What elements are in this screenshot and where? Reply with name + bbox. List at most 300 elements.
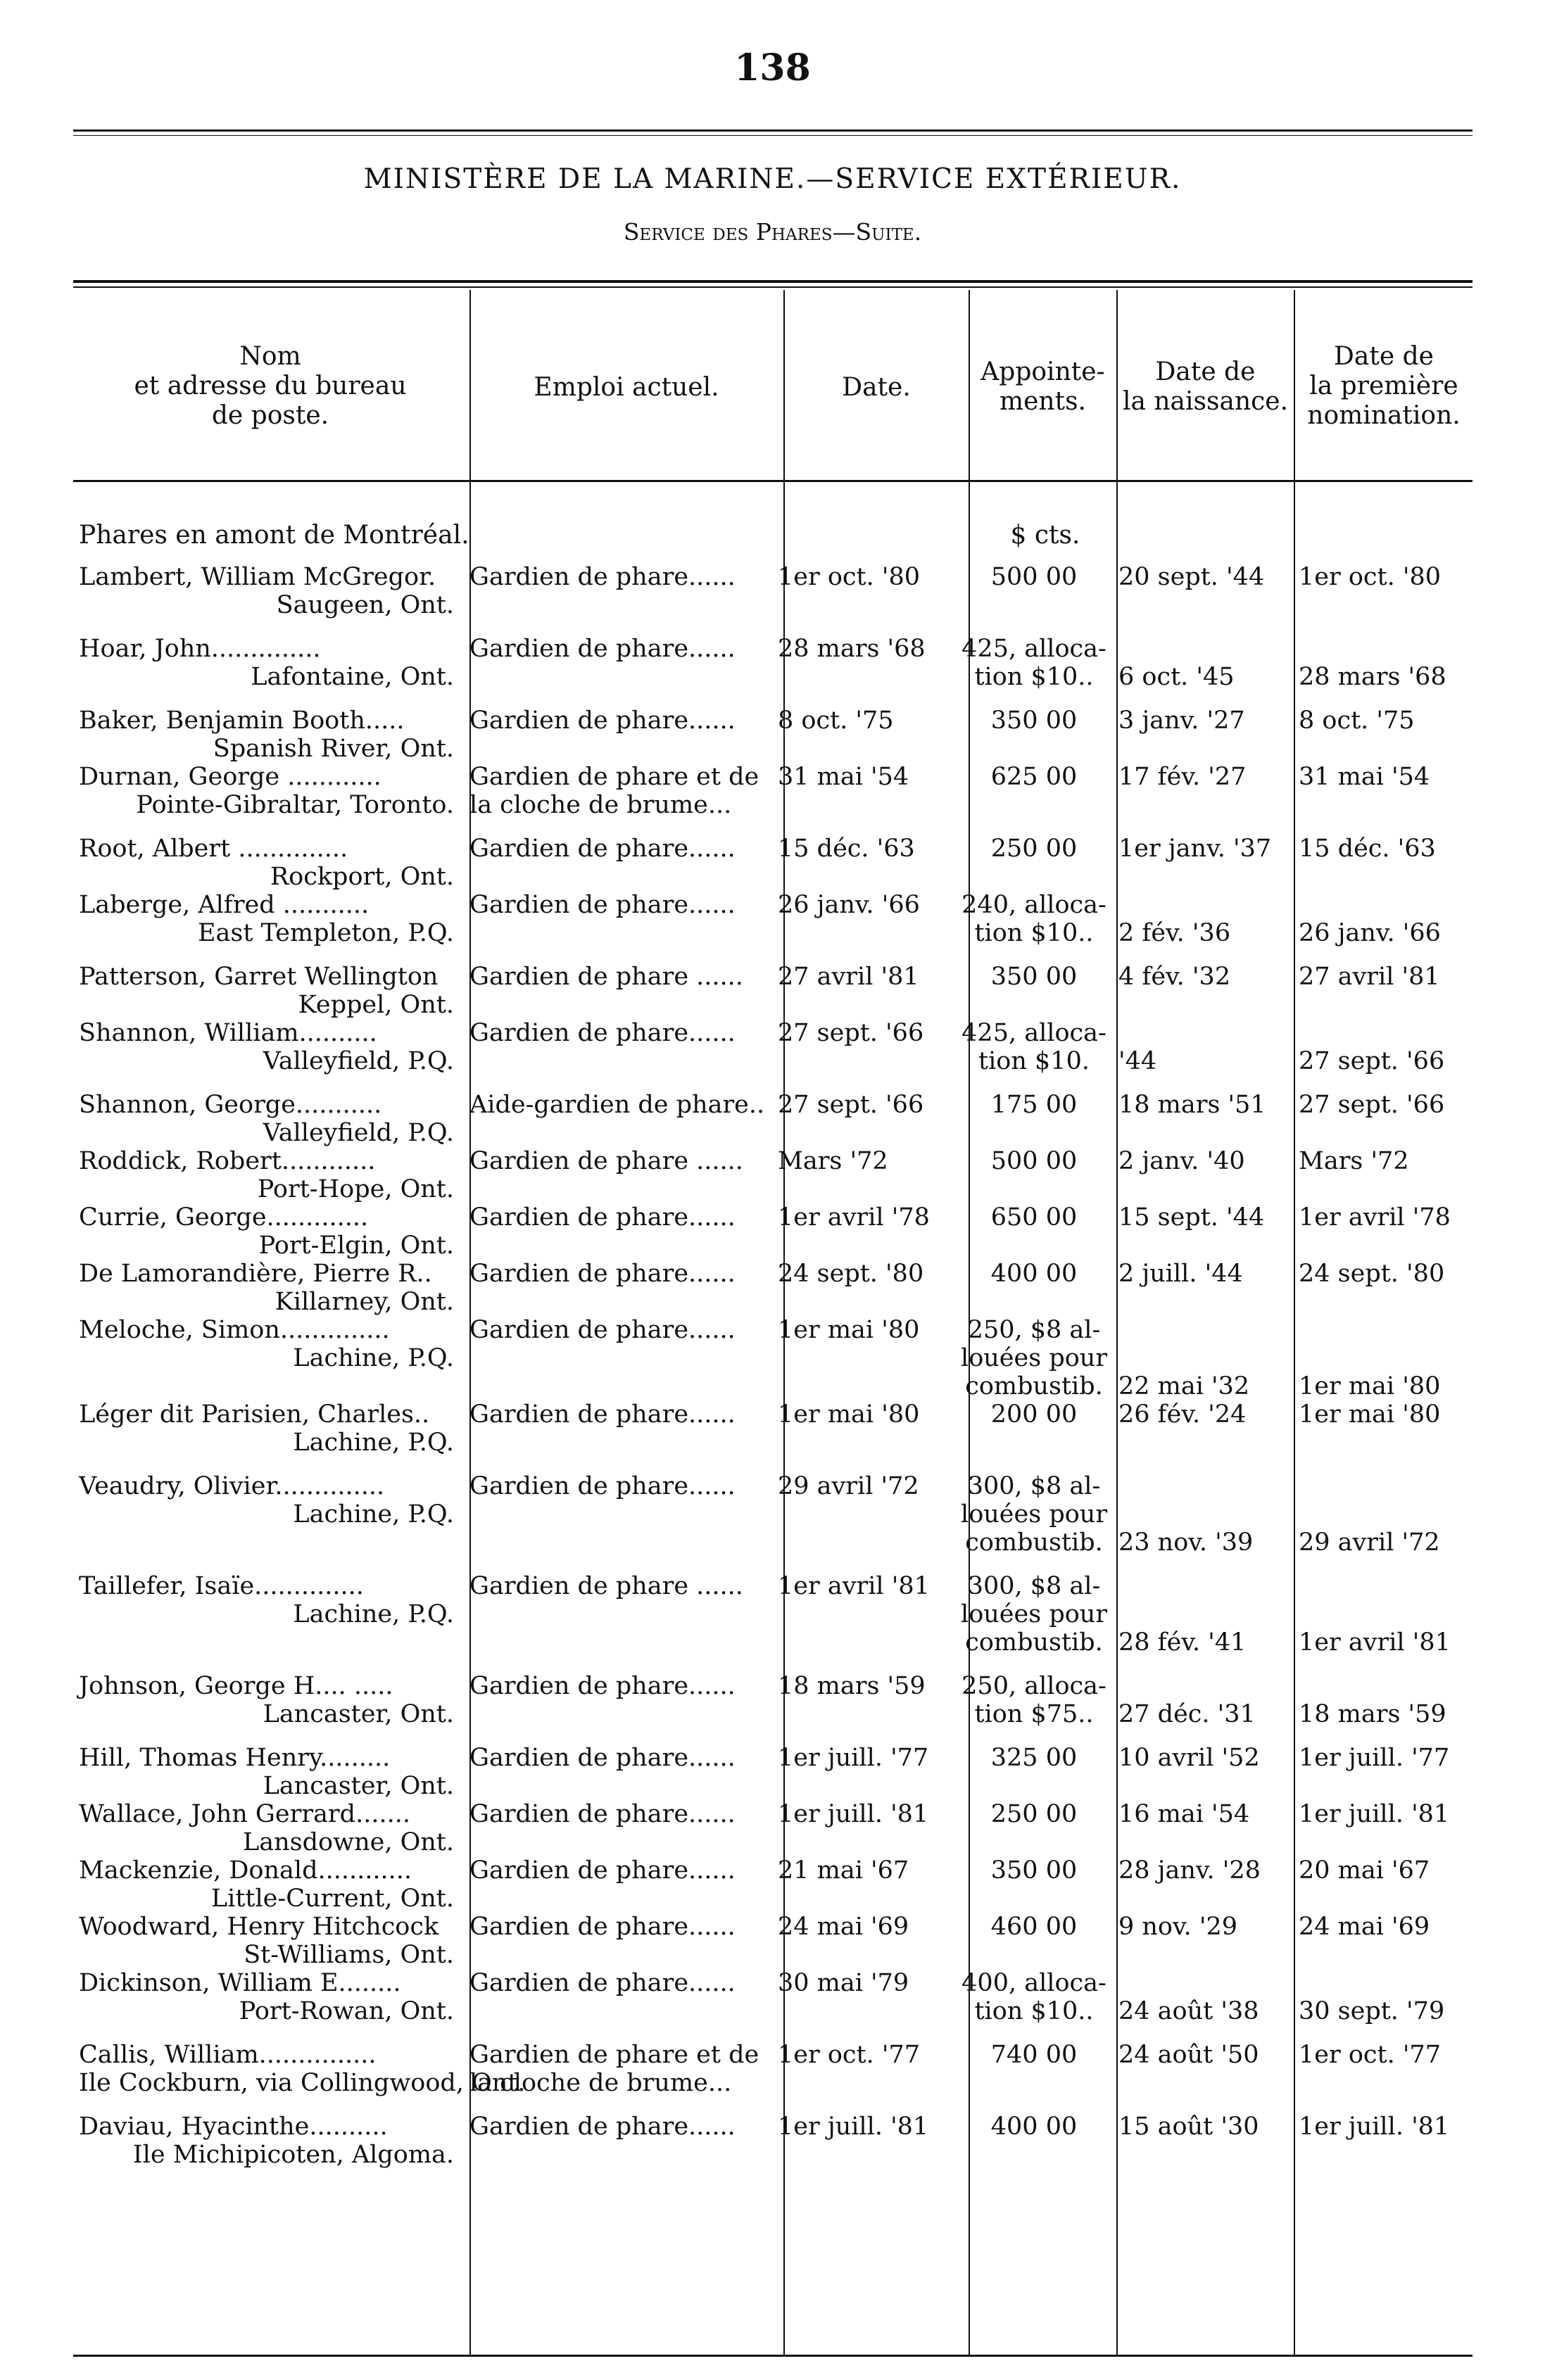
birth-date: 22 mai '32 — [1118, 1372, 1250, 1400]
keeper-cell — [73, 707, 464, 763]
salary-line: 500 00 — [990, 563, 1078, 591]
post-office-address: Lachine, P.Q. — [293, 1344, 454, 1372]
col-header-name — [73, 342, 467, 431]
table-row — [73, 1913, 1473, 1969]
first-nomination-date: 1er mai '80 — [1299, 1400, 1441, 1429]
salary-cell — [955, 1091, 1113, 1147]
birth-date-cell — [1113, 2041, 1293, 2113]
col-header-name-line: Nom — [239, 342, 301, 371]
first-nomination-cell — [1293, 2113, 1473, 2169]
salary-line: tion $75.. — [974, 1700, 1094, 1728]
spacer — [1299, 1500, 1467, 1528]
birth-date-cell — [1113, 835, 1293, 891]
first-nomination-cell — [1293, 1800, 1473, 1856]
job-cell — [464, 1400, 772, 1472]
keeper-name: Currie, George............. — [79, 1203, 369, 1232]
salary-cell — [955, 1969, 1113, 2041]
job-cell — [464, 707, 772, 763]
birth-date: 6 oct. '45 — [1118, 663, 1235, 691]
table-row — [73, 835, 1473, 891]
post-office-address: Lachine, P.Q. — [293, 1600, 454, 1628]
post-office-address: Ile Cockburn, via Collingwood, Ont. — [79, 2069, 526, 2097]
post-office-address: Ile Michipicoten, Algoma. — [132, 2141, 454, 2169]
salary-cell — [955, 1856, 1113, 1913]
spacer — [1118, 1500, 1287, 1528]
first-nomination-date: 1er juill. '77 — [1299, 1744, 1450, 1772]
job-title: Gardien de phare ...... — [469, 1147, 743, 1175]
keeper-name: De Lamorandière, Pierre R.. — [79, 1260, 432, 1288]
job-cell — [464, 1203, 772, 1260]
keeper-cell — [73, 1744, 464, 1800]
job-cell — [464, 1147, 772, 1203]
col-header-birth — [1118, 357, 1292, 417]
section-title: Phares en amont de Montréal. — [79, 521, 469, 550]
birth-date: 17 fév. '27 — [1118, 763, 1247, 791]
first-nomination-cell — [1293, 1316, 1473, 1400]
spacer — [1299, 1316, 1467, 1344]
salary-cell — [955, 635, 1113, 707]
keeper-cell — [73, 2041, 526, 2113]
keeper-cell — [73, 1856, 464, 1913]
birth-date-cell — [1113, 1260, 1293, 1316]
appointment-date: 29 avril '72 — [778, 1472, 919, 1500]
salary-line: 400, alloca- — [961, 1969, 1106, 1997]
post-office-address: Saugeen, Ont. — [276, 591, 454, 619]
salary-line: combustib. — [965, 1528, 1103, 1557]
table-row — [73, 1572, 1473, 1672]
keeper-name: Durnan, George ............ — [79, 763, 381, 791]
salary-line: 240, alloca- — [961, 891, 1106, 919]
keeper-name: Taillefer, Isaïe.............. — [79, 1572, 364, 1600]
appointment-date: 30 mai '79 — [778, 1969, 909, 1997]
appointment-date: 28 mars '68 — [778, 635, 926, 663]
keeper-name: Hoar, John.............. — [79, 635, 321, 663]
col-header-pay — [971, 357, 1115, 417]
keeper-cell — [73, 563, 464, 635]
col-header-job: Emploi actuel. — [534, 373, 719, 402]
spacer — [1299, 1019, 1467, 1047]
keeper-name: Roddick, Robert............ — [79, 1147, 376, 1175]
birth-date-cell — [1113, 963, 1293, 1019]
first-nomination-cell — [1293, 1400, 1473, 1472]
table-bottom-rule — [73, 2355, 1473, 2357]
table-row — [73, 1400, 1473, 1472]
salary-cell — [955, 1147, 1113, 1203]
post-office-address: Lansdowne, Ont. — [243, 1828, 454, 1856]
salary-line: 250 00 — [990, 835, 1078, 863]
salary-cell — [955, 1203, 1113, 1260]
post-office-address: Valleyfield, P.Q. — [263, 1119, 454, 1147]
keeper-cell — [73, 635, 464, 707]
birth-date: 23 nov. '39 — [1118, 1528, 1254, 1557]
table-row — [73, 1856, 1473, 1913]
appointment-date: 1er mai '80 — [778, 1316, 920, 1344]
birth-date: 27 déc. '31 — [1118, 1700, 1256, 1728]
first-nomination-date: 31 mai '54 — [1299, 763, 1430, 791]
salary-line: louées pour — [961, 1600, 1108, 1628]
salary-line: tion $10.. — [974, 919, 1094, 947]
birth-date: '44 — [1118, 1047, 1157, 1075]
spacer — [1118, 1672, 1287, 1700]
salary-cell — [955, 891, 1113, 963]
birth-date: 2 fév. '36 — [1118, 919, 1231, 947]
first-nomination-date: 24 mai '69 — [1299, 1913, 1430, 1941]
keeper-name: Lambert, William McGregor. — [79, 563, 436, 591]
first-nomination-cell — [1293, 2041, 1473, 2113]
job-title: Gardien de phare...... — [469, 1672, 736, 1700]
salary-line: louées pour — [961, 1500, 1108, 1528]
post-office-address: East Templeton, P.Q. — [198, 919, 454, 947]
first-nomination-cell — [1293, 635, 1473, 707]
salary-cell — [955, 1672, 1113, 1744]
birth-date-cell — [1113, 1969, 1293, 2041]
salary-line: 300, $8 al- — [967, 1472, 1101, 1500]
keeper-cell — [73, 1091, 464, 1147]
birth-date-cell — [1113, 891, 1293, 963]
salary-cell — [955, 1472, 1113, 1572]
job-title: Gardien de phare...... — [469, 1203, 736, 1232]
salary-line: tion $10.. — [974, 663, 1094, 691]
header-bottom-rule — [73, 480, 1473, 482]
appointment-date: 21 mai '67 — [778, 1856, 909, 1885]
birth-date: 15 août '30 — [1118, 2113, 1259, 2141]
job-title: Gardien de phare...... — [469, 1856, 736, 1885]
table-row — [73, 1019, 1473, 1091]
table-row — [73, 1316, 1473, 1400]
keeper-cell — [73, 963, 464, 1019]
table-body — [73, 563, 1473, 2169]
salary-line: 200 00 — [990, 1400, 1078, 1429]
post-office-address: Lachine, P.Q. — [293, 1429, 454, 1457]
first-nomination-date: 1er avril '78 — [1299, 1203, 1451, 1232]
job-title: Gardien de phare...... — [469, 835, 736, 863]
spacer — [1118, 1969, 1287, 1997]
birth-date: 28 fév. '41 — [1118, 1628, 1247, 1657]
job-title: Gardien de phare...... — [469, 891, 736, 919]
first-nomination-cell — [1293, 1913, 1473, 1969]
job-cell — [464, 763, 772, 835]
salary-line: 400 00 — [990, 1260, 1078, 1288]
post-office-address: Lancaster, Ont. — [263, 1772, 454, 1800]
table-row — [73, 891, 1473, 963]
first-nomination-date: 28 mars '68 — [1299, 663, 1446, 691]
table-row — [73, 1147, 1473, 1203]
keeper-cell — [73, 1316, 464, 1400]
table-row — [73, 635, 1473, 707]
spacer — [1299, 1600, 1467, 1628]
job-cell — [464, 2113, 772, 2169]
spacer — [1118, 1600, 1287, 1628]
table-row — [73, 1472, 1473, 1572]
spacer — [1118, 1316, 1287, 1344]
keeper-cell — [73, 1572, 464, 1672]
post-office-address: Port-Elgin, Ont. — [258, 1232, 454, 1260]
keeper-cell — [73, 1672, 464, 1744]
col-header-name-line: de poste. — [211, 401, 329, 430]
keeper-name: Hill, Thomas Henry......... — [79, 1744, 391, 1772]
spacer — [1118, 1572, 1287, 1600]
page-subheading: Service des Phares—Suite. — [623, 218, 922, 246]
job-cell — [464, 635, 772, 707]
col-header-first — [1296, 342, 1472, 431]
keeper-name: Mackenzie, Donald............ — [79, 1856, 412, 1885]
first-nomination-date: 27 sept. '66 — [1299, 1047, 1445, 1075]
birth-date: 9 nov. '29 — [1118, 1913, 1238, 1941]
first-nomination-date: 30 sept. '79 — [1299, 1997, 1445, 2025]
page-heading: MINISTÈRE DE LA MARINE.—SERVICE EXTÉRIEUR. — [363, 163, 1182, 195]
salary-line: combustib. — [965, 1628, 1103, 1657]
appointment-date: 27 sept. '66 — [778, 1019, 924, 1047]
table-row — [73, 1260, 1473, 1316]
birth-date-cell — [1113, 1019, 1293, 1091]
spacer — [1118, 635, 1287, 663]
currency-label: $ cts. — [1010, 521, 1080, 550]
keeper-name: Patterson, Garret Wellington — [79, 963, 439, 991]
first-nomination-date: 27 sept. '66 — [1299, 1091, 1445, 1119]
job-cell — [464, 835, 772, 891]
spacer — [1118, 1472, 1287, 1500]
birth-date: 24 août '50 — [1118, 2041, 1259, 2069]
job-title: Gardien de phare...... — [469, 1744, 736, 1772]
keeper-cell — [73, 1913, 464, 1969]
job-cell — [464, 1019, 772, 1091]
keeper-name: Root, Albert .............. — [79, 835, 348, 863]
birth-date-cell — [1113, 1572, 1293, 1672]
appointment-date: 27 avril '81 — [778, 963, 919, 991]
first-nomination-date: 26 janv. '66 — [1299, 919, 1441, 947]
post-office-address: Valleyfield, P.Q. — [263, 1047, 454, 1075]
col-header-first-line: la première — [1309, 372, 1458, 400]
first-nomination-date: Mars '72 — [1299, 1147, 1409, 1175]
appointment-date: 1er juill. '77 — [778, 1744, 929, 1772]
birth-date-cell — [1113, 763, 1293, 835]
job-title: la cloche de brume... — [469, 791, 732, 819]
birth-date-cell — [1113, 1856, 1293, 1913]
appointment-date: 15 déc. '63 — [778, 835, 915, 863]
job-title: Gardien de phare...... — [469, 1260, 736, 1288]
job-title: Gardien de phare...... — [469, 1316, 736, 1344]
appointment-date: 27 sept. '66 — [778, 1091, 924, 1119]
appointment-date: 1er juill. '81 — [778, 1800, 929, 1828]
keeper-cell — [73, 1019, 464, 1091]
job-title: Gardien de phare...... — [469, 563, 736, 591]
spacer — [1118, 1344, 1287, 1372]
salary-cell — [955, 763, 1113, 835]
first-nomination-date: 29 avril '72 — [1299, 1528, 1440, 1557]
spacer — [1118, 1019, 1287, 1047]
spacer — [1299, 635, 1467, 663]
job-cell — [464, 1472, 772, 1572]
col-header-birth-line: la naissance. — [1122, 387, 1289, 416]
first-nomination-cell — [1293, 1672, 1473, 1744]
table-row — [73, 1091, 1473, 1147]
col-header-pay-line: Appointe- — [980, 357, 1105, 386]
keeper-name: Léger dit Parisien, Charles.. — [79, 1400, 430, 1429]
birth-date: 15 sept. '44 — [1118, 1203, 1265, 1232]
spacer — [1299, 1344, 1467, 1372]
keeper-name: Shannon, William.......... — [79, 1019, 377, 1047]
birth-date-cell — [1113, 1203, 1293, 1260]
keeper-name: Laberge, Alfred ........... — [79, 891, 370, 919]
job-title: Gardien de phare...... — [469, 1800, 736, 1828]
keeper-name: Callis, William............... — [79, 2041, 377, 2069]
birth-date: 3 janv. '27 — [1118, 707, 1245, 735]
table-row — [73, 763, 1473, 835]
salary-cell — [955, 2113, 1113, 2169]
first-nomination-cell — [1293, 1019, 1473, 1091]
salary-line: 425, alloca- — [961, 635, 1106, 663]
post-office-address: Port-Rowan, Ont. — [239, 1997, 454, 2025]
salary-line: 500 00 — [990, 1147, 1078, 1175]
table-row — [73, 963, 1473, 1019]
job-title: Gardien de phare...... — [469, 1969, 736, 1997]
birth-date-cell — [1113, 707, 1293, 763]
birth-date: 24 août '38 — [1118, 1997, 1259, 2025]
appointment-date: Mars '72 — [778, 1147, 888, 1175]
salary-line: 460 00 — [990, 1913, 1078, 1941]
job-cell — [464, 1672, 772, 1744]
salary-cell — [955, 707, 1113, 763]
birth-date: 20 sept. '44 — [1118, 563, 1265, 591]
birth-date-cell — [1113, 1472, 1293, 1572]
salary-line: 740 00 — [990, 2041, 1078, 2069]
post-office-address: Lafontaine, Ont. — [251, 663, 454, 691]
first-nomination-cell — [1293, 563, 1473, 635]
keeper-name: Woodward, Henry Hitchcock — [79, 1913, 439, 1941]
job-cell — [464, 1260, 772, 1316]
job-title: Gardien de phare ...... — [469, 1572, 743, 1600]
keeper-cell — [73, 2113, 464, 2169]
salary-line: 350 00 — [990, 963, 1078, 991]
birth-date-cell — [1113, 1744, 1293, 1800]
keeper-cell — [73, 891, 464, 963]
spacer — [1299, 1472, 1467, 1500]
salary-line: 175 00 — [990, 1091, 1078, 1119]
appointment-date: 24 mai '69 — [778, 1913, 909, 1941]
keeper-name: Veaudry, Olivier.............. — [79, 1472, 385, 1500]
salary-line: 350 00 — [990, 1856, 1078, 1885]
birth-date-cell — [1113, 1672, 1293, 1744]
job-cell — [464, 891, 772, 963]
salary-cell — [955, 1572, 1113, 1672]
first-nomination-cell — [1293, 1856, 1473, 1913]
job-cell — [464, 1969, 772, 2041]
post-office-address: St-Williams, Ont. — [244, 1941, 454, 1969]
job-cell — [464, 1913, 772, 1969]
keeper-cell — [73, 1472, 464, 1572]
keeper-name: Meloche, Simon.............. — [79, 1316, 390, 1344]
job-title: Gardien de phare...... — [469, 2113, 736, 2141]
keeper-name: Baker, Benjamin Booth..... — [79, 707, 405, 735]
salary-cell — [955, 1019, 1113, 1091]
col-header-name-line: et adresse du bureau — [134, 372, 407, 400]
first-nomination-cell — [1293, 1572, 1473, 1672]
appointment-date: 1er oct. '80 — [778, 563, 920, 591]
job-title: la cloche de brume... — [469, 2069, 732, 2097]
spacer — [1299, 1969, 1467, 1997]
job-cell — [464, 2041, 772, 2113]
first-nomination-date: 15 déc. '63 — [1299, 835, 1436, 863]
first-nomination-cell — [1293, 763, 1473, 835]
table-top-rule — [73, 280, 1473, 288]
salary-cell — [955, 1800, 1113, 1856]
keeper-cell — [73, 1969, 464, 2041]
keeper-cell — [73, 1260, 464, 1316]
first-nomination-date: 24 sept. '80 — [1299, 1260, 1445, 1288]
salary-line: 625 00 — [990, 763, 1078, 791]
salary-cell — [955, 835, 1113, 891]
appointment-date: 1er oct. '77 — [778, 2041, 920, 2069]
keeper-cell — [73, 835, 464, 891]
birth-date: 4 fév. '32 — [1118, 963, 1231, 991]
table-row — [73, 707, 1473, 763]
appointment-date: 31 mai '54 — [778, 763, 909, 791]
job-title: Gardien de phare...... — [469, 1472, 736, 1500]
keepers-table — [73, 563, 1473, 2169]
first-nomination-date: 1er avril '81 — [1299, 1628, 1451, 1657]
first-nomination-cell — [1293, 891, 1473, 963]
job-cell — [464, 963, 772, 1019]
appointment-date: 1er juill. '81 — [778, 2113, 929, 2141]
salary-line: 400 00 — [990, 2113, 1078, 2141]
salary-line: combustib. — [965, 1372, 1103, 1400]
appointment-date: 1er avril '78 — [778, 1203, 930, 1232]
salary-cell — [955, 1744, 1113, 1800]
spacer — [1299, 1572, 1467, 1600]
birth-date-cell — [1113, 1316, 1293, 1400]
job-cell — [464, 1091, 772, 1147]
salary-cell — [955, 2041, 1113, 2113]
first-nomination-date: 8 oct. '75 — [1299, 707, 1415, 735]
keeper-name: Daviau, Hyacinthe.......... — [79, 2113, 388, 2141]
table-row — [73, 1203, 1473, 1260]
appointment-date: 1er mai '80 — [778, 1400, 920, 1429]
job-title: Gardien de phare...... — [469, 635, 736, 663]
post-office-address: Keppel, Ont. — [298, 991, 454, 1019]
salary-line: 250, $8 al- — [967, 1316, 1101, 1344]
keeper-name: Dickinson, William E........ — [79, 1969, 401, 1997]
appointment-date: 24 sept. '80 — [778, 1260, 924, 1288]
birth-date-cell — [1113, 1400, 1293, 1472]
header-rule — [73, 129, 1473, 136]
job-cell — [464, 1800, 772, 1856]
salary-cell — [955, 563, 1113, 635]
post-office-address: Port-Hope, Ont. — [257, 1175, 454, 1203]
first-nomination-cell — [1293, 707, 1473, 763]
job-title: Gardien de phare...... — [469, 707, 736, 735]
spacer — [1118, 891, 1287, 919]
keeper-cell — [73, 763, 464, 835]
post-office-address: Little-Current, Ont. — [210, 1885, 454, 1913]
birth-date: 2 juill. '44 — [1118, 1260, 1243, 1288]
first-nomination-cell — [1293, 1260, 1473, 1316]
salary-line: 650 00 — [990, 1203, 1078, 1232]
first-nomination-cell — [1293, 1091, 1473, 1147]
first-nomination-date: 1er oct. '80 — [1299, 563, 1441, 591]
job-title: Gardien de phare...... — [469, 1913, 736, 1941]
salary-line: 350 00 — [990, 707, 1078, 735]
post-office-address: Lancaster, Ont. — [263, 1700, 454, 1728]
table-row — [73, 563, 1473, 635]
table-row — [73, 2113, 1473, 2169]
job-title: Gardien de phare et de — [469, 2041, 759, 2069]
salary-line: tion $10. — [978, 1047, 1090, 1075]
table-row — [73, 1744, 1473, 1800]
col-header-first-line: Date de — [1334, 342, 1434, 371]
salary-line: 300, $8 al- — [967, 1572, 1101, 1600]
birth-date: 1er janv. '37 — [1118, 835, 1272, 863]
appointment-date: 18 mars '59 — [778, 1672, 926, 1700]
